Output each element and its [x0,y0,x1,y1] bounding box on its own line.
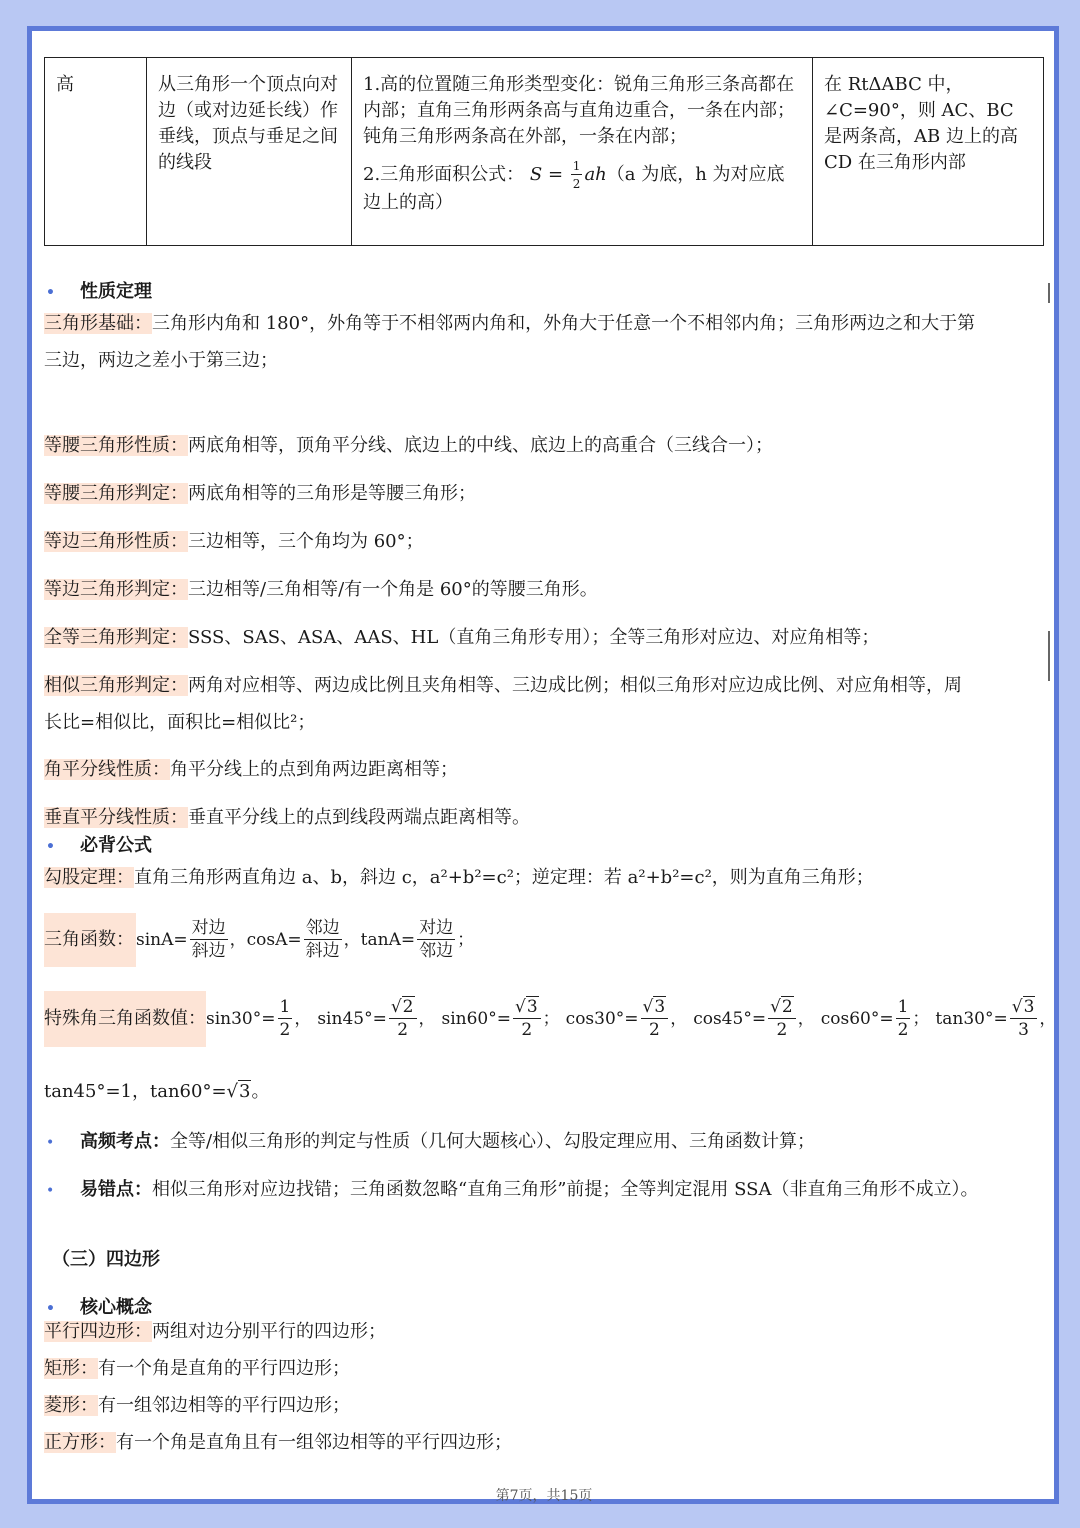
formula-den: 2 [572,177,581,191]
quadrilateral-label: 正方形： [44,1432,116,1453]
property-item [44,571,1044,608]
special-angle-value: $\frac{√3}{2}$ [641,999,669,1039]
property-label: 角平分线性质： [44,759,170,780]
bullet-icon: • [46,839,55,855]
pythagoras-label: 勾股定理： [44,867,134,888]
properties-heading: • 性质定理 [46,281,152,302]
property-item [44,619,1044,656]
tan-line: tan45°=1，tan60°=√3。 [44,1073,1044,1110]
property-text: 垂直平分线上的点到线段两端点距离相等。 [188,807,530,828]
formula-num: 1 [572,159,581,173]
special-angle-value: $\frac{√3}{3}$ [1010,999,1038,1039]
property-text-cont: 三边，两边之差小于第三边； [44,350,278,371]
special-angle-name: cos60°= [820,1008,894,1029]
bullet-icon: • [46,1135,55,1151]
formula-ah: ah [584,164,607,185]
error-text: 相似三角形对应边找错；三角函数忽略“直角三角形”前提；全等判定混用 SSA（非直角三角形不成立）。 [152,1179,979,1200]
property-label: 垂直平分线性质： [44,807,188,828]
term-cell: 高 [45,58,147,246]
special-angle-name: cos30°= [565,1008,639,1029]
property-label: 等腰三角形性质： [44,435,188,456]
property-text: 三边相等/三角相等/有一个角是 60°的等腰三角形。 [188,579,598,600]
property-text: 角平分线上的点到角两边距离相等； [170,759,458,780]
quadrilateral-item [44,1424,1044,1461]
error-points-line [44,1171,1044,1210]
special-angle-name: tan30°= [935,1008,1008,1029]
trig-cos: cosA= [246,929,302,950]
quadrilateral-label: 菱形： [44,1395,98,1416]
formula-s: S = [529,164,564,185]
formula-half [571,160,583,190]
property-label: 等边三角形性质： [44,531,188,552]
quadrilateral-item [44,1350,1044,1387]
margin-mark [1048,283,1050,303]
hot-label: 高频考点： [80,1131,170,1152]
quadrilateral-item [44,1387,1044,1424]
error-label: 易错点： [80,1179,152,1200]
quadrilateral-text: 有一个角是直角的平行四边形； [98,1358,350,1379]
example-cell: 在 RtΔABC 中，∠C=90°，则 AC、BC 是两条高，AB 边上的高 CD 在三角形内部 [813,58,1044,246]
special-label: 特殊角三角函数值： [44,991,206,1047]
sqrt-symbol: √2 [770,997,793,1017]
tan45-text: tan45°=1，tan60°= [44,1081,227,1102]
core-heading: • 核心概念 [46,1297,152,1318]
property-2 [363,160,802,216]
property-label: 等腰三角形判定： [44,483,188,504]
quadrilateral-label: 平行四边形： [44,1321,152,1342]
special-angle-value: $\frac{√2}{2}$ [768,999,796,1039]
property-label: 等边三角形判定： [44,579,188,600]
sqrt-symbol: √3 [515,997,538,1017]
property-item [44,799,1044,836]
hot-points-line [44,1123,1044,1162]
property-2-prefix: 2.三角形面积公式： [363,164,525,185]
trig-label: 三角函数： [44,913,136,967]
sqrt-symbol: √3 [642,997,666,1017]
property-text: 两角对应相等、两边成比例且夹角相等、三边成比例；相似三角形对应边成比例、对应角相等，周 [188,675,962,696]
property-text: SSS、SAS、ASA、AAS、HL（直角三角形专用）；全等三角形对应边、对应角相等； [188,627,880,648]
special-angle-name: cos45°= [693,1008,767,1029]
pythagoras-text: 直角三角形两直角边 a、b，斜边 c，a²+b²=c²；逆定理：若 a²+b²=c²，则为直角三角形； [134,867,874,888]
bullet-icon: • [46,1183,55,1199]
property-label: 三角形基础： [44,313,152,334]
hot-text: 全等/相似三角形的判定与性质（几何大题核心）、勾股定理应用、三角函数计算； [170,1131,816,1152]
quadrilateral-text: 两组对边分别平行的四边形； [152,1321,386,1342]
page-frame [27,26,1059,1504]
special-angle-name: sin45°= [317,1008,387,1029]
formulas-heading: • 必背公式 [46,835,152,856]
sqrt-symbol: √2 [390,997,414,1017]
definition-cell: 从三角形一个顶点向对边（或对边延长线）作垂线，顶点与垂足之间的线段 [147,58,352,246]
special-angles-line: 特殊角三角函数值： sin30°= $\frac{1}{2}$ ， sin45°= $\frac{√2}{2}$ ， sin60°= $\frac{√3}{2}$ ； cos30°= $\frac{√3}{2}$ ， cos45°= $\frac{√2}{2}$ ， cos60°= $\frac{1}{2}$ ； tan30°= $\frac{√3}{3}$ ， [44,991,1044,1047]
property-2-suffix: （a 为底，h 为对应底边上的高） [363,164,785,213]
special-angle-value: $\frac{√3}{2}$ [513,999,541,1039]
sqrt-3: √3 [226,1081,251,1102]
property-text: 两底角相等的三角形是等腰三角形； [188,483,476,504]
property-1: 1.高的位置随三角形类型变化：锐角三角形三条高都在内部；直角三角形两条高与直角边重合，一条在内部；钝角三角形两条高在外部，一条在内部； [363,74,795,147]
document-page [44,51,1057,1504]
property-item [44,305,1044,379]
quadrilateral-text: 有一个角是直角且有一组邻边相等的平行四边形； [116,1432,512,1453]
trig-sin: sinA= [136,929,188,950]
table-row [45,58,1044,246]
trig-line: 三角函数： sinA= $\frac{\text{对边}}{\text{斜边}}$ ， cosA= $\frac{\text{邻边}}{\text{斜边}}$ ， tanA= $\frac{\text{对边}}{\text{邻边}}$ ； [44,913,1044,967]
special-angle-name: sin60°= [441,1008,511,1029]
property-item [44,667,1044,741]
sin-fraction: $\frac{\text{对边}}{\text{斜边}}$ [191,918,226,961]
property-label: 全等三角形判定： [44,627,188,648]
chapter-title: （三）四边形 [52,1249,160,1270]
property-item [44,427,1044,464]
altitude-table [44,57,1044,246]
property-label: 相似三角形判定： [44,675,188,696]
quadrilateral-item [44,1313,1044,1350]
quadrilateral-label: 矩形： [44,1358,98,1379]
pythagoras-line [44,859,1044,896]
bullet-icon: • [46,285,55,301]
property-text: 两底角相等，顶角平分线、底边上的中线、底边上的高重合（三线合一）； [188,435,773,456]
page-number: 第7页，共15页 [495,1488,593,1504]
special-angle-value: $\frac{√2}{2}$ [389,999,417,1039]
property-item [44,523,1044,560]
tan-fraction: $\frac{\text{对边}}{\text{邻边}}$ [419,918,454,961]
special-angle-value: $\frac{1}{2}$ [897,997,909,1040]
property-item [44,475,1044,512]
property-text: 三角形内角和 180°，外角等于不相邻两内角和，外角大于任意一个不相邻内角；三角形两边之和大于第 [152,313,976,334]
property-text: 三边相等，三个角均为 60°； [188,531,424,552]
special-angle-value: $\frac{1}{2}$ [279,997,291,1040]
cos-fraction: $\frac{\text{邻边}}{\text{斜边}}$ [305,918,340,961]
trig-tan: tanA= [360,929,416,950]
property-cell [352,58,813,246]
special-angle-name: sin30°= [206,1008,276,1029]
bullet-icon: • [46,1301,55,1317]
property-text-cont: 长比=相似比，面积比=相似比²； [44,712,316,733]
margin-mark [1048,631,1050,681]
property-item [44,751,1044,788]
sqrt-symbol: √3 [1011,997,1035,1017]
quadrilateral-text: 有一组邻边相等的平行四边形； [98,1395,350,1416]
